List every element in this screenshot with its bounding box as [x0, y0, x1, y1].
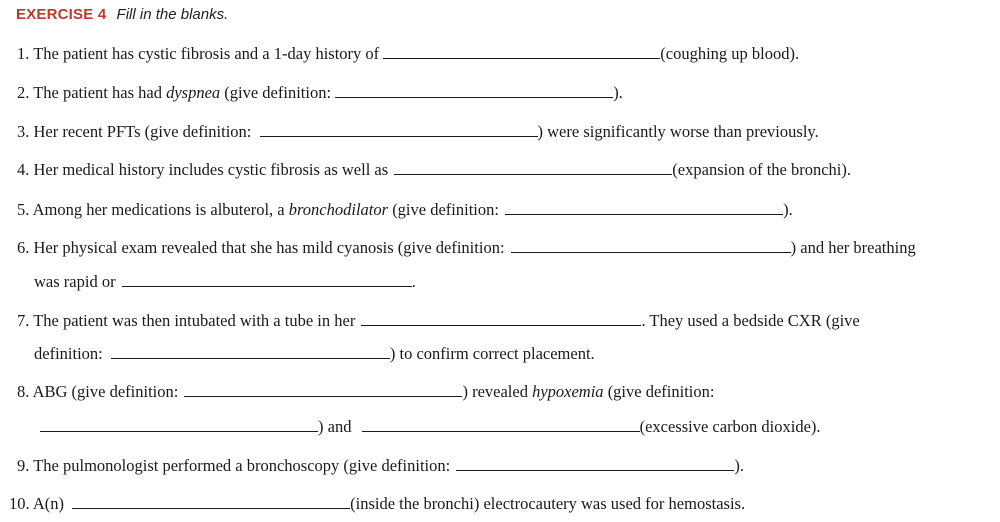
exercise-header: [16, 6, 228, 23]
answer-blank-3[interactable]: [260, 121, 538, 137]
exercise-item-7-continued: [34, 343, 595, 364]
item-text: (coughing up blood).: [660, 44, 800, 63]
item-text: (give definition:: [392, 200, 499, 219]
item-text: (expansion of the bronchi).: [672, 160, 851, 179]
item-number: 8.: [17, 382, 30, 401]
item-text: The patient has had: [33, 83, 162, 102]
item-text: (excessive carbon dioxide).: [639, 417, 821, 436]
exercise-label: EXERCISE 4: [16, 6, 107, 23]
exercise-item-6: [17, 237, 916, 258]
item-text: The pulmonologist performed a bronchoscopy (give definition:: [33, 456, 451, 475]
answer-blank-1[interactable]: [383, 43, 660, 59]
item-number: 6.: [17, 238, 30, 257]
term-dyspnea: dyspnea: [166, 83, 221, 102]
exercise-item-4: [17, 159, 851, 180]
item-text: ) and her breathing: [790, 238, 916, 257]
answer-blank-8b[interactable]: [40, 416, 318, 432]
answer-blank-6b[interactable]: [122, 271, 412, 287]
item-text: .: [411, 272, 416, 291]
exercise-item-7: [17, 310, 860, 331]
answer-blank-5[interactable]: [505, 199, 783, 215]
item-text: A(n): [32, 494, 64, 513]
item-number: 4.: [17, 160, 30, 179]
item-text: ABG (give definition:: [32, 382, 179, 401]
answer-blank-7a[interactable]: [361, 310, 641, 326]
item-number: 9.: [17, 456, 30, 475]
exercise-item-8-continued: [40, 416, 821, 437]
item-number: 5.: [17, 200, 30, 219]
exercise-item-8: [17, 381, 714, 402]
item-text: The patient was then intubated with a tube in her: [33, 311, 356, 330]
answer-blank-8a[interactable]: [184, 381, 462, 397]
item-number: 1.: [17, 44, 30, 63]
answer-blank-4[interactable]: [394, 159, 672, 175]
item-text: Her medical history includes cystic fibrosis as well as: [33, 160, 389, 179]
item-text: (give definition:: [224, 83, 332, 102]
answer-blank-7b[interactable]: [111, 343, 390, 359]
exercise-item-9: [17, 455, 744, 476]
exercise-item-2: [17, 82, 623, 103]
exercise-item-5: [17, 199, 793, 220]
item-text: Her recent PFTs (give definition:: [33, 122, 252, 141]
answer-blank-10[interactable]: [72, 493, 350, 509]
item-text: . They used a bedside CXR (give: [641, 311, 860, 330]
item-text: ).: [734, 456, 744, 475]
answer-blank-8c[interactable]: [362, 416, 640, 432]
item-text: (give definition:: [607, 382, 715, 401]
item-text: The patient has cystic fibrosis and a 1-day history of: [33, 44, 380, 63]
exercise-item-1: [17, 43, 799, 64]
item-number: 7.: [17, 311, 30, 330]
item-text: Among her medications is albuterol, a: [32, 200, 285, 219]
item-text: definition:: [34, 344, 103, 363]
item-number: 10.: [9, 494, 30, 513]
item-text: ).: [783, 200, 793, 219]
answer-blank-6a[interactable]: [511, 237, 791, 253]
exercise-item-6-continued: [34, 271, 416, 292]
item-text: ).: [613, 83, 623, 102]
item-text: ) and: [318, 417, 352, 436]
item-text: (inside the bronchi) electrocautery was used for hemostasis.: [350, 494, 746, 513]
exercise-item-3: [17, 121, 819, 142]
answer-blank-2[interactable]: [335, 82, 613, 98]
item-number: 3.: [17, 122, 30, 141]
item-text: Her physical exam revealed that she has mild cyanosis (give definition:: [33, 238, 505, 257]
exercise-item-10: [9, 493, 745, 514]
item-text: ) to confirm correct placement.: [389, 344, 595, 363]
item-number: 2.: [17, 83, 30, 102]
item-text: ) revealed: [462, 382, 528, 401]
term-hypoxemia: hypoxemia: [532, 382, 604, 401]
item-text: was rapid or: [34, 272, 116, 291]
answer-blank-9[interactable]: [456, 455, 734, 471]
exercise-instruction: Fill in the blanks.: [116, 6, 229, 23]
item-text: ) were significantly worse than previously.: [537, 122, 819, 141]
term-bronchodilator: bronchodilator: [288, 200, 389, 219]
